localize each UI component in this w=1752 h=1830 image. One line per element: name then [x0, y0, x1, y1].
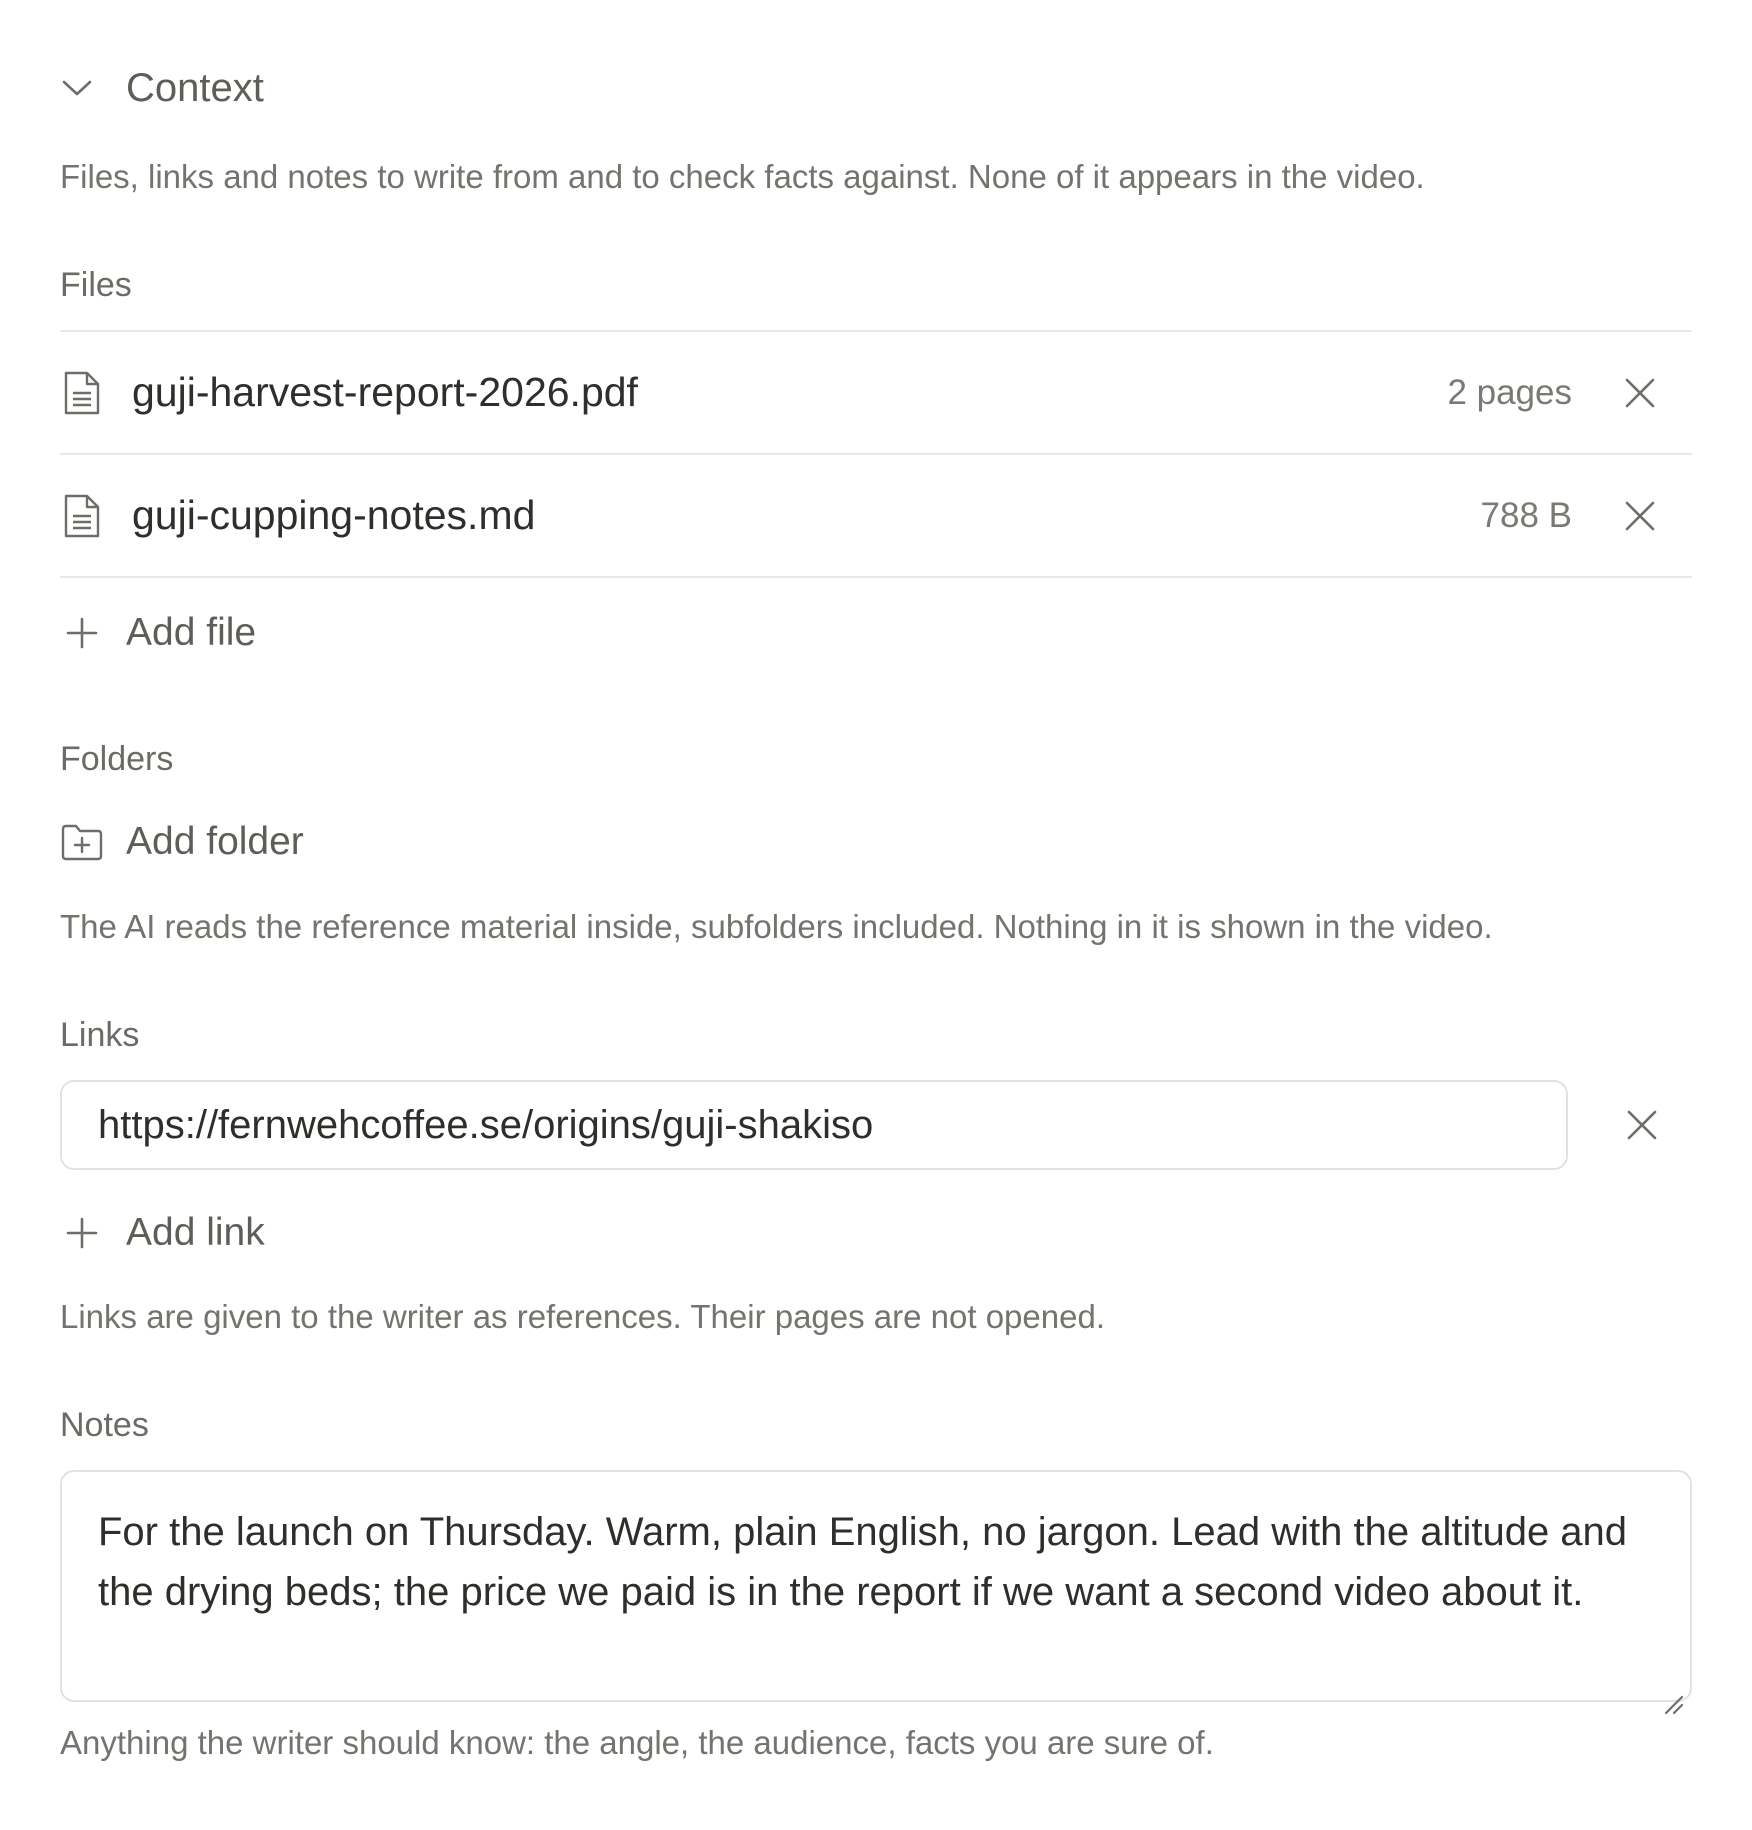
file-text-icon — [60, 368, 104, 418]
notes-label: Notes — [60, 1406, 149, 1444]
file-text-icon — [60, 491, 104, 541]
add-link-button[interactable] — [60, 1211, 265, 1255]
notes-help: Anything the writer should know: the angle, the audience, facts you are sure of. — [60, 1724, 1214, 1761]
files-list — [60, 330, 1692, 578]
close-icon — [1624, 500, 1656, 532]
add-link-label: Add link — [126, 1211, 265, 1254]
file-name: guji-cupping-notes.md — [132, 492, 536, 538]
file-row — [60, 332, 1692, 455]
close-icon — [1624, 377, 1656, 409]
plus-icon — [60, 1211, 104, 1255]
plus-icon — [60, 611, 104, 655]
file-name: guji-harvest-report-2026.pdf — [132, 369, 638, 415]
folders-help: The AI reads the reference material inside, subfolders included. Nothing in it is shown in the video. — [60, 908, 1493, 945]
add-folder-button[interactable] — [60, 820, 304, 864]
file-row — [60, 455, 1692, 578]
add-file-button[interactable] — [60, 611, 256, 655]
link-url-input[interactable]: https://fernwehcoffee.se/origins/guji-shakiso — [60, 1080, 1568, 1170]
context-section-toggle[interactable] — [60, 60, 264, 116]
chevron-down-icon — [60, 71, 94, 105]
add-file-label: Add file — [126, 611, 257, 654]
close-icon — [1626, 1109, 1658, 1141]
remove-file-button[interactable] — [1618, 494, 1662, 538]
notes-text: For the launch on Thursday. Warm, plain English, no jargon. Lead with the altitude and the drying beds; the price we paid is in the report if we want a second video about it. — [98, 1510, 1628, 1614]
links-help: Links are given to the writer as references. Their pages are not opened. — [60, 1298, 1105, 1335]
resize-handle-icon[interactable] — [1662, 1672, 1684, 1694]
folder-plus-icon — [60, 820, 104, 864]
folders-label: Folders — [60, 740, 174, 778]
remove-file-button[interactable] — [1618, 371, 1662, 415]
file-size: 788 B — [1480, 495, 1572, 535]
files-label: Files — [60, 266, 132, 304]
notes-textarea[interactable] — [60, 1470, 1692, 1702]
context-description: Files, links and notes to write from and to check facts against. None of it appears in the video. — [60, 158, 1425, 195]
section-title: Context — [126, 65, 264, 110]
file-size: 2 pages — [1447, 372, 1572, 412]
add-folder-label: Add folder — [126, 820, 304, 863]
links-label: Links — [60, 1016, 140, 1054]
remove-link-button[interactable] — [1620, 1103, 1664, 1147]
